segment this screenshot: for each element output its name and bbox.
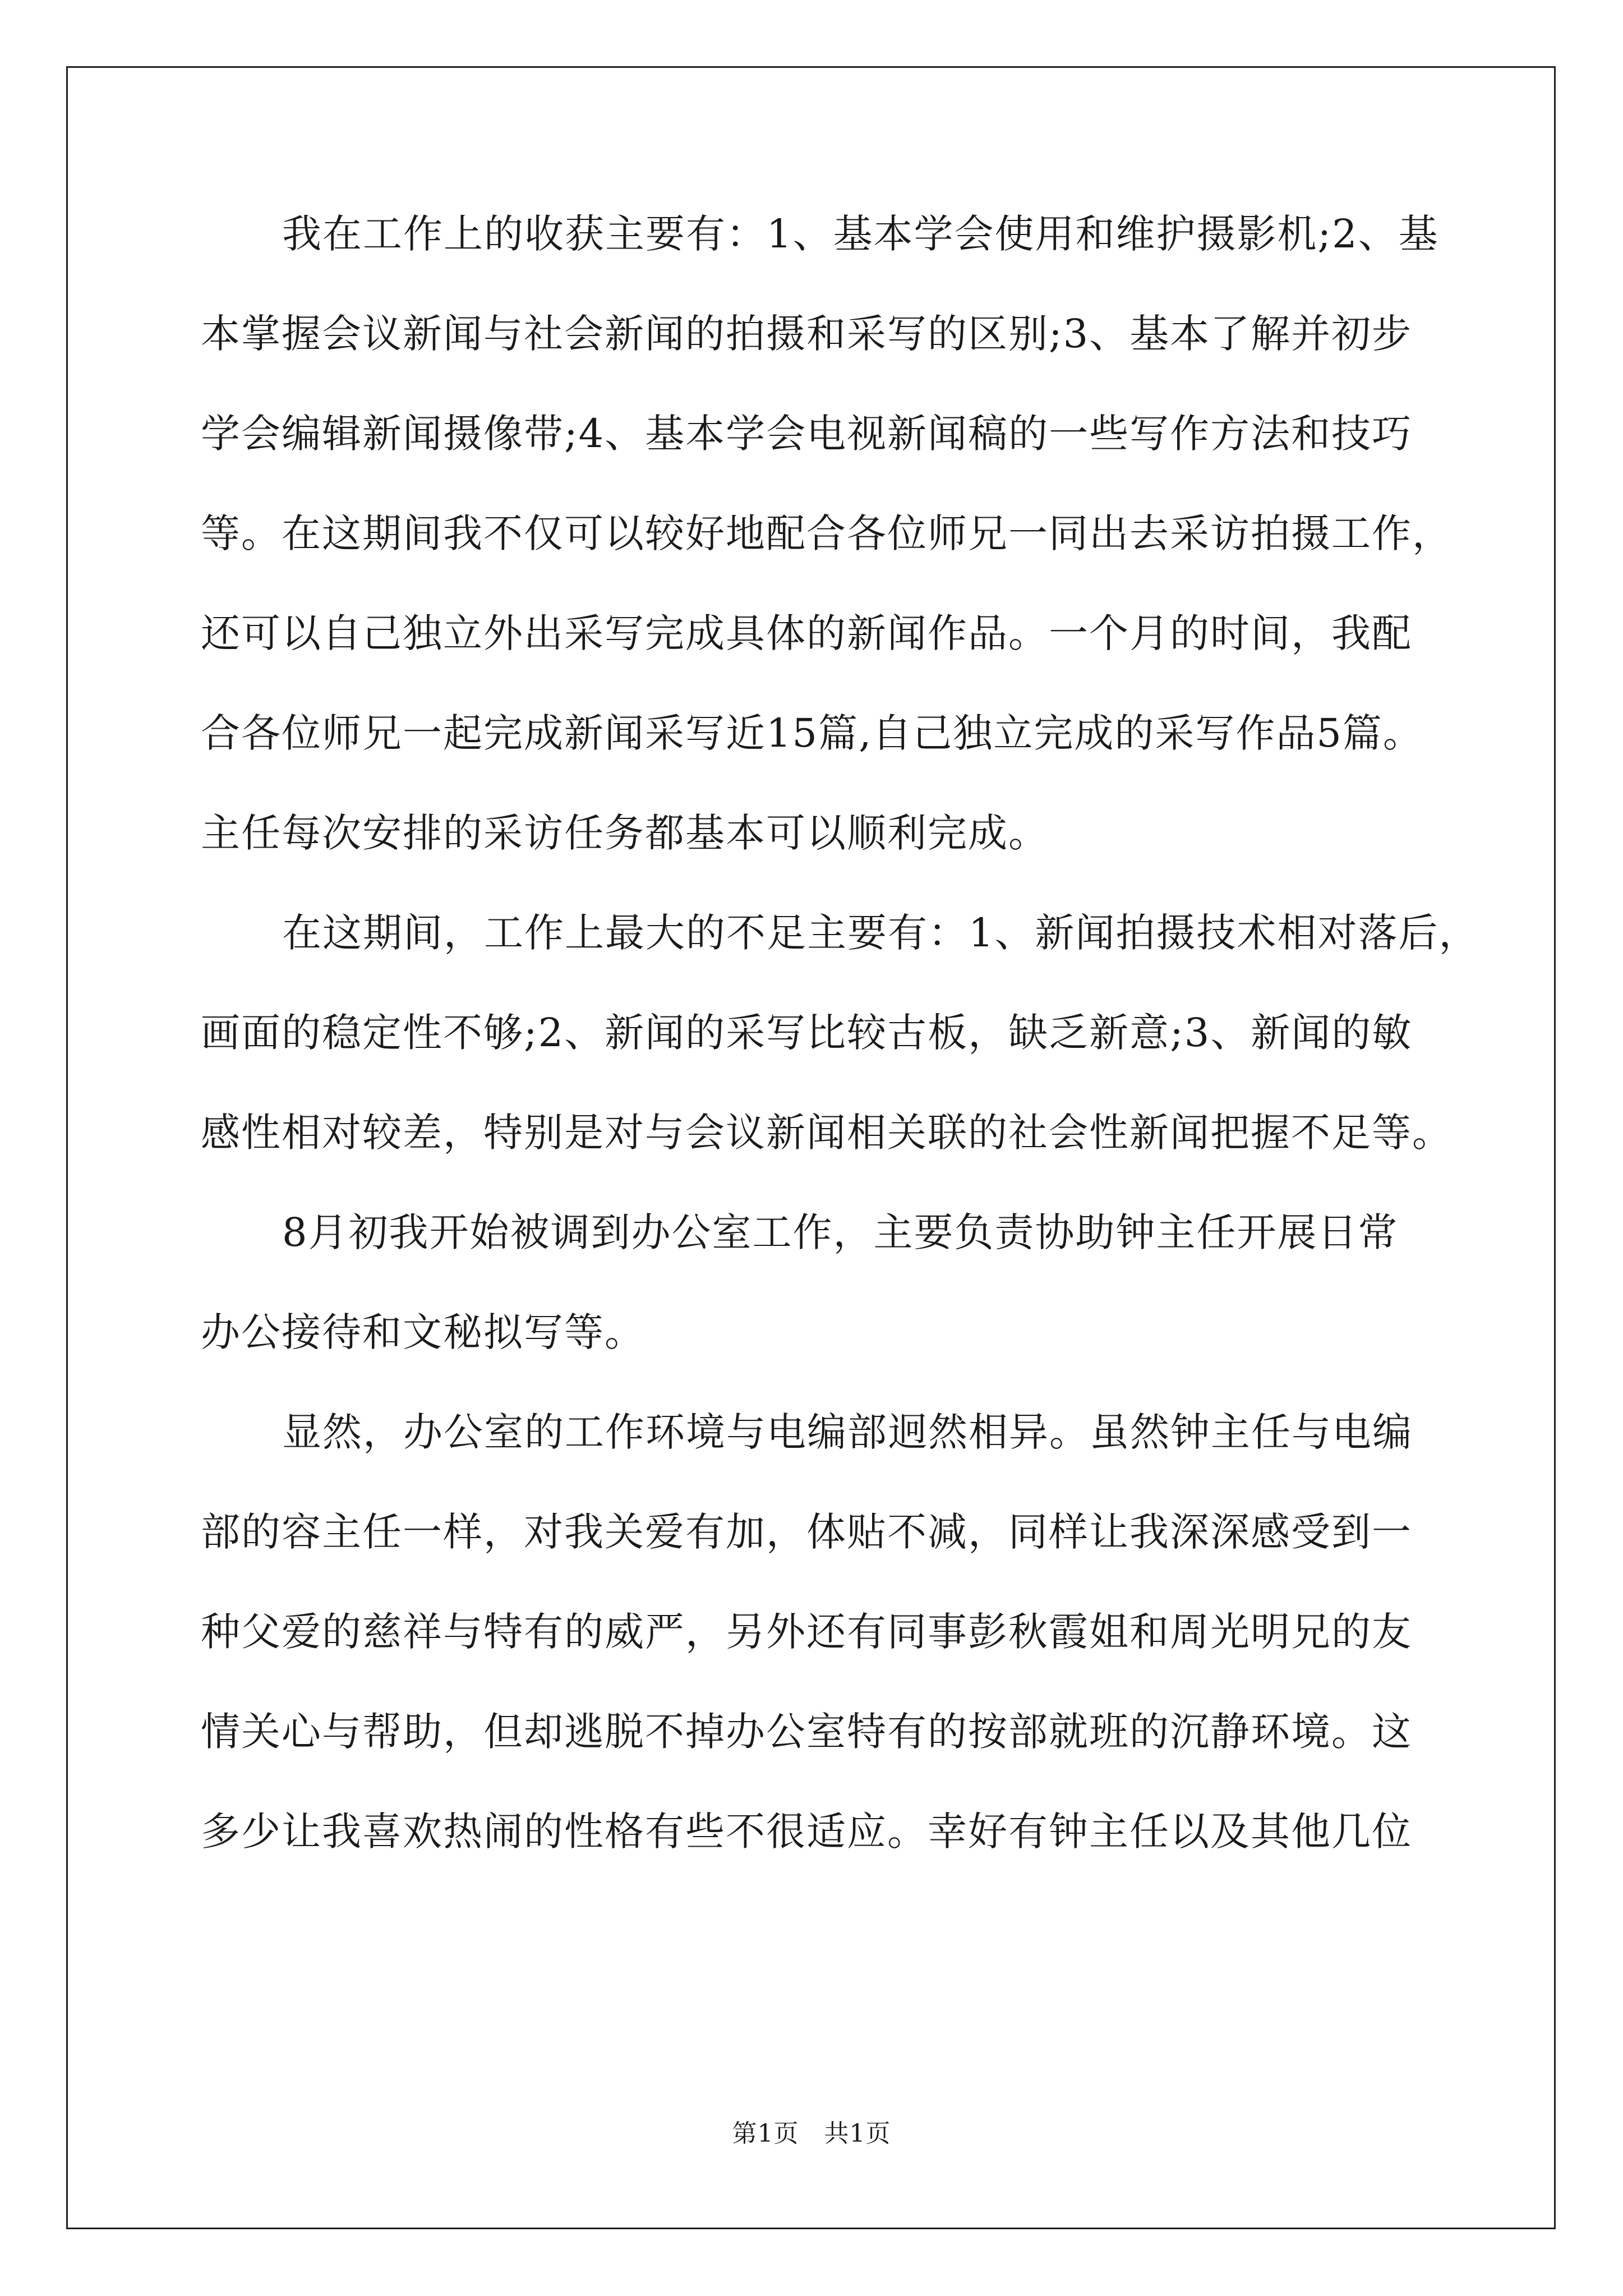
paragraph-1-line-1: 我在工作上的收获主要有：1、基本学会使用和维护摄影机;2、基 [282, 211, 1439, 257]
page-footer: 第1页 共1页 [732, 2119, 891, 2148]
paragraph-1-line-4: 等。在这期间我不仅可以较好地配合各位师兄一同出去采访拍摄工作， [201, 510, 1453, 556]
paragraph-4-line-3: 种父爱的慈祥与特有的威严，另外还有同事彭秋霞姐和周光明兄的友 [201, 1609, 1412, 1655]
paragraph-1-line-3: 学会编辑新闻摄像带;4、基本学会电视新闻稿的一些写作方法和技巧 [201, 411, 1413, 457]
paragraph-4-line-4: 情关心与帮助，但却逃脱不掉办公室特有的按部就班的沉静环境。这 [201, 1709, 1412, 1755]
paragraph-3-line-2: 办公接待和文秘拟写等。 [201, 1309, 645, 1355]
document-body [201, 211, 1479, 1912]
paragraph-2-line-3: 感性相对较差，特别是对与会议新闻相关联的社会性新闻把握不足等。 [201, 1110, 1453, 1156]
paragraph-2-line-2: 画面的稳定性不够;2、新闻的采写比较古板，缺乏新意;3、新闻的敏 [201, 1010, 1413, 1056]
paragraph-4-line-5: 多少让我喜欢热闹的性格有些不很适应。幸好有钟主任以及其他几位 [201, 1809, 1412, 1855]
paragraph-1-line-2: 本掌握会议新闻与社会新闻的拍摄和采写的区别;3、基本了解并初步 [201, 311, 1413, 357]
paragraph-4-line-1: 显然，办公室的工作环境与电编部迥然相异。虽然钟主任与电编 [282, 1409, 1413, 1455]
paragraph-3-line-1: 8月初我开始被调到办公室工作，主要负责协助钟主任开展日常 [282, 1209, 1399, 1255]
paragraph-1-line-6: 合各位师兄一起完成新闻采写近15篇,自己独立完成的采写作品5篇。 [201, 710, 1423, 756]
paragraph-4-line-2: 部的容主任一样，对我关爱有加，体贴不减，同样让我深深感受到一 [201, 1509, 1412, 1555]
paragraph-2-line-1: 在这期间，工作上最大的不足主要有：1、新闻拍摄技术相对落后， [282, 910, 1479, 956]
paragraph-1-line-7: 主任每次安排的采访任务都基本可以顺利完成。 [201, 810, 1049, 856]
paragraph-1-line-5: 还可以自己独立外出采写完成具体的新闻作品。一个月的时间，我配 [201, 610, 1412, 656]
